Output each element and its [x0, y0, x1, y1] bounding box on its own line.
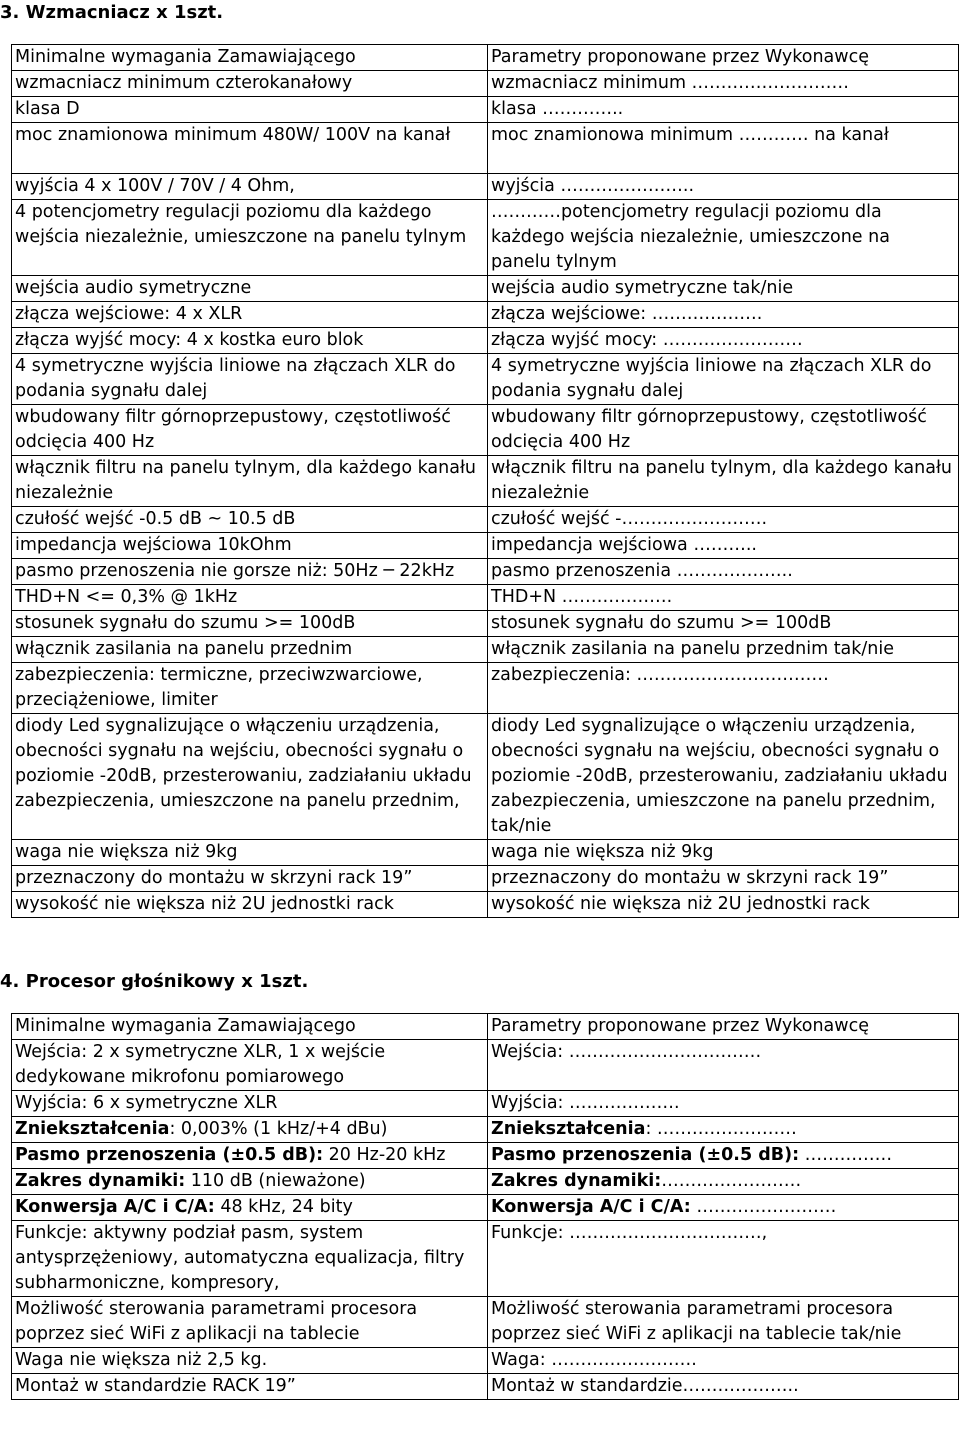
parameter-text: : 0,003% (1 kHz/+4 dBu): [169, 1119, 388, 1139]
parameter-text: włącznik filtru na panelu tylnym, dla każdego kanału niezależnie: [491, 458, 953, 503]
parameter-text: Możliwość sterowania parametrami procesora poprzez sieć WiFi z aplikacji na tablecie tak/nie: [491, 1299, 902, 1344]
proposed-cell: [488, 637, 959, 663]
parameter-name: Zniekształcenia: [491, 1119, 646, 1139]
parameter-text: wejścia audio symetryczne: [15, 278, 252, 298]
parameter-text: przeznaczony do montażu w skrzyni rack 19”: [15, 868, 413, 888]
parameter-text: impedancja wejściowa ………..: [491, 535, 757, 555]
spec-row: [12, 1040, 959, 1091]
parameter-name: Pasmo przenoszenia (±0.5 dB):: [15, 1145, 324, 1165]
proposed-cell: [488, 840, 959, 866]
requirement-cell: [12, 1117, 488, 1143]
parameter-text: ……………………: [690, 1197, 837, 1217]
parameter-text: zabezpieczenia: termiczne, przeciwzwarciowe, przeciążeniowe, limiter: [15, 665, 423, 710]
parameter-text: wbudowany filtr górnoprzepustowy, częstotliwość odcięcia 400 Hz: [491, 407, 927, 452]
parameter-text: pasmo przenoszenia ………………..: [491, 561, 793, 581]
spec-row: [12, 1195, 959, 1221]
parameter-text: złącza wyjść mocy: ……………………: [491, 330, 803, 350]
processor-spec-table: [11, 1013, 959, 1400]
parameter-text: 20 Hz-20 kHz: [323, 1145, 446, 1165]
parameter-text: wejścia audio symetryczne tak/nie: [491, 278, 794, 298]
requirement-cell: [12, 637, 488, 663]
spec-row: [12, 585, 959, 611]
parameter-text: wzmacniacz minimum ………………………: [491, 73, 850, 93]
proposed-cell: [488, 123, 959, 174]
parameter-text: Waga nie większa niż 2,5 kg.: [15, 1350, 268, 1370]
parameter-text: moc znamionowa minimum 480W/ 100V na kanał: [15, 125, 451, 145]
parameter-name: Zniekształcenia: [15, 1119, 170, 1139]
proposed-cell: [488, 1221, 959, 1297]
spec-row: [12, 302, 959, 328]
parameter-name: Zakres dynamiki:: [15, 1171, 186, 1191]
parameter-text: : ……………………: [645, 1119, 797, 1139]
requirement-cell: [12, 840, 488, 866]
parameter-text: 4 potencjometry regulacji poziomu dla każdego wejścia niezależnie, umieszczone na panelu tylnym: [15, 202, 467, 247]
spec-row: [12, 123, 959, 174]
parameter-name: Zakres dynamiki:: [491, 1171, 662, 1191]
parameter-text: impedancja wejściowa 10kOhm: [15, 535, 292, 555]
requirement-cell: [12, 559, 488, 585]
parameter-text: …………potencjometry regulacji poziomu dla każdego wejścia niezależnie, umieszczone na panelu tylnym: [491, 202, 890, 272]
section-4-title: 4. Procesor głośnikowy x 1szt.: [0, 971, 309, 992]
spec-row: [12, 1169, 959, 1195]
proposed-cell: [488, 1143, 959, 1169]
parameter-text: włącznik filtru na panelu tylnym, dla każdego kanału niezależnie: [15, 458, 477, 503]
requirement-cell: [12, 1143, 488, 1169]
requirement-cell: [12, 302, 488, 328]
requirement-cell: [12, 1040, 488, 1091]
parameter-text: złącza wejściowe: ……………….: [491, 304, 763, 324]
requirement-cell: [12, 663, 488, 714]
proposed-cell: [488, 1091, 959, 1117]
requirement-cell: [12, 1374, 488, 1400]
header-proposed: Parametry proponowane przez Wykonawcę: [488, 45, 959, 71]
proposed-cell: [488, 1169, 959, 1195]
requirement-cell: [12, 71, 488, 97]
requirement-cell: [12, 1348, 488, 1374]
parameter-text: wyjścia 4 x 100V / 70V / 4 Ohm,: [15, 176, 295, 196]
parameter-text: Wejścia: 2 x symetryczne XLR, 1 x wejście dedykowane mikrofonu pomiarowego: [15, 1042, 386, 1087]
amplifier-spec-table: [11, 44, 959, 918]
parameter-text: Montaż w standardzie………………..: [491, 1376, 799, 1396]
requirement-cell: [12, 611, 488, 637]
parameter-text: Funkcje: aktywny podział pasm, system antysprzężeniowy, automatyczna equalizacja, filtry subharmoniczne, kompresory,: [15, 1223, 465, 1293]
parameter-text: złącza wyjść mocy: 4 x kostka euro blok: [15, 330, 364, 350]
spec-row: [12, 533, 959, 559]
proposed-cell: [488, 328, 959, 354]
parameter-text: 110 dB (nieważone): [185, 1171, 366, 1191]
parameter-text: waga nie większa niż 9kg: [15, 842, 238, 862]
proposed-cell: [488, 456, 959, 507]
requirement-cell: [12, 456, 488, 507]
parameter-name: Konwersja A/C i C/A:: [15, 1197, 215, 1217]
proposed-cell: [488, 1374, 959, 1400]
requirement-cell: [12, 1221, 488, 1297]
requirement-cell: [12, 354, 488, 405]
spec-row: [12, 1297, 959, 1348]
requirement-cell: [12, 405, 488, 456]
parameter-text: diody Led sygnalizujące o włączeniu urządzenia, obecności sygnału na wejściu, obecności sygnału o poziomie -20dB, przesterowaniu, zadziałaniu układu zabezpieczenia, umieszczone na panelu przednim, tak/nie: [491, 716, 948, 836]
proposed-cell: [488, 559, 959, 585]
spec-row: [12, 405, 959, 456]
proposed-cell: [488, 200, 959, 276]
spec-row: [12, 354, 959, 405]
requirement-cell: [12, 97, 488, 123]
proposed-cell: [488, 611, 959, 637]
parameter-text: wbudowany filtr górnoprzepustowy, częstotliwość odcięcia 400 Hz: [15, 407, 451, 452]
requirement-cell: [12, 1169, 488, 1195]
parameter-text: Funkcje: ……………………………,: [491, 1223, 768, 1243]
spec-row: [12, 866, 959, 892]
spec-row: [12, 663, 959, 714]
spec-row: [12, 559, 959, 585]
parameter-text: włącznik zasilania na panelu przednim tak/nie: [491, 639, 895, 659]
parameter-text: Waga: …………………….: [491, 1350, 697, 1370]
spec-row: [12, 611, 959, 637]
requirement-cell: [12, 200, 488, 276]
requirement-cell: [12, 174, 488, 200]
requirement-cell: [12, 507, 488, 533]
spec-row: [12, 1091, 959, 1117]
parameter-text: diody Led sygnalizujące o włączeniu urządzenia, obecności sygnału na wejściu, obecności sygnału o poziomie -20dB, przesterowaniu, zadziałaniu układu zabezpieczenia, umieszczone na panelu przednim,: [15, 716, 472, 811]
proposed-cell: [488, 1195, 959, 1221]
parameter-text: włącznik zasilania na panelu przednim: [15, 639, 353, 659]
proposed-cell: [488, 866, 959, 892]
proposed-cell: [488, 507, 959, 533]
parameter-text: Możliwość sterowania parametrami procesora poprzez sieć WiFi z aplikacji na tablecie: [15, 1299, 418, 1344]
parameter-text: Wejścia: ……………………………: [491, 1042, 762, 1062]
parameter-text: THD+N ……………….: [491, 587, 673, 607]
requirement-cell: [12, 276, 488, 302]
proposed-cell: [488, 302, 959, 328]
parameter-name: Pasmo przenoszenia (±0.5 dB):: [491, 1145, 800, 1165]
proposed-cell: [488, 405, 959, 456]
proposed-cell: [488, 71, 959, 97]
parameter-text: moc znamionowa minimum ………… na kanał: [491, 125, 889, 145]
spec-row: [12, 1221, 959, 1297]
parameter-text: 4 symetryczne wyjścia liniowe na złączach XLR do podania sygnału dalej: [491, 356, 932, 401]
parameter-text: Montaż w standardzie RACK 19”: [15, 1376, 296, 1396]
parameter-text: wysokość nie większa niż 2U jednostki rack: [15, 894, 394, 914]
proposed-cell: [488, 892, 959, 918]
proposed-cell: [488, 1117, 959, 1143]
parameter-text: ……………: [799, 1145, 893, 1165]
proposed-cell: [488, 1297, 959, 1348]
spec-row: [12, 1348, 959, 1374]
requirement-cell: [12, 533, 488, 559]
parameter-text: czułość wejść -0.5 dB ~ 10.5 dB: [15, 509, 296, 529]
spec-row: [12, 456, 959, 507]
parameter-text: klasa …………..: [491, 99, 624, 119]
header-requirements: Minimalne wymagania Zamawiającego: [12, 45, 488, 71]
parameter-text: 48 kHz, 24 bity: [214, 1197, 353, 1217]
parameter-text: stosunek sygnału do szumu >= 100dB: [491, 613, 832, 633]
spec-row: [12, 200, 959, 276]
requirement-cell: [12, 123, 488, 174]
parameter-text: przeznaczony do montażu w skrzyni rack 19”: [491, 868, 889, 888]
requirement-cell: [12, 714, 488, 840]
spec-row: [12, 1374, 959, 1400]
parameter-text: THD+N <= 0,3% @ 1kHz: [15, 587, 238, 607]
proposed-cell: [488, 354, 959, 405]
parameter-text: stosunek sygnału do szumu >= 100dB: [15, 613, 356, 633]
proposed-cell: [488, 174, 959, 200]
spec-row: [12, 1143, 959, 1169]
parameter-text: czułość wejść -…………………….: [491, 509, 768, 529]
requirement-cell: [12, 585, 488, 611]
spec-row: [12, 328, 959, 354]
parameter-text: Wyjścia: ……………….: [491, 1093, 680, 1113]
proposed-cell: [488, 533, 959, 559]
spec-row: [12, 714, 959, 840]
proposed-cell: [488, 585, 959, 611]
spec-row: [12, 71, 959, 97]
requirement-cell: [12, 1091, 488, 1117]
spec-row: [12, 174, 959, 200]
parameter-text: wyjścia …………………..: [491, 176, 695, 196]
proposed-cell: [488, 714, 959, 840]
parameter-text: wzmacniacz minimum czterokanałowy: [15, 73, 353, 93]
parameter-text: Wyjścia: 6 x symetryczne XLR: [15, 1093, 278, 1113]
header-requirements: Minimalne wymagania Zamawiającego: [12, 1014, 488, 1040]
requirement-cell: [12, 1195, 488, 1221]
requirement-cell: [12, 866, 488, 892]
spec-row: [12, 892, 959, 918]
parameter-text: 4 symetryczne wyjścia liniowe na złączach XLR do podania sygnału dalej: [15, 356, 456, 401]
spec-row: [12, 840, 959, 866]
proposed-cell: [488, 1348, 959, 1374]
proposed-cell: [488, 276, 959, 302]
parameter-text: klasa D: [15, 99, 80, 119]
parameter-text: pasmo przenoszenia nie gorsze niż: 50Hz ─ 22kHz: [15, 561, 455, 581]
parameter-text: waga nie większa niż 9kg: [491, 842, 714, 862]
proposed-cell: [488, 97, 959, 123]
parameter-name: Konwersja A/C i C/A:: [491, 1197, 691, 1217]
spec-row: [12, 637, 959, 663]
spec-row: [12, 276, 959, 302]
proposed-cell: [488, 663, 959, 714]
requirement-cell: [12, 892, 488, 918]
spec-row: [12, 507, 959, 533]
requirement-cell: [12, 328, 488, 354]
parameter-text: wysokość nie większa niż 2U jednostki rack: [491, 894, 870, 914]
requirement-cell: [12, 1297, 488, 1348]
parameter-text: ……………………: [661, 1171, 802, 1191]
parameter-text: zabezpieczenia: ……………………………: [491, 665, 829, 685]
proposed-cell: [488, 1040, 959, 1091]
spec-row: [12, 1117, 959, 1143]
parameter-text: złącza wejściowe: 4 x XLR: [15, 304, 243, 324]
spec-row: [12, 97, 959, 123]
section-3-title: 3. Wzmacniacz x 1szt.: [0, 2, 224, 23]
header-proposed: Parametry proponowane przez Wykonawcę: [488, 1014, 959, 1040]
